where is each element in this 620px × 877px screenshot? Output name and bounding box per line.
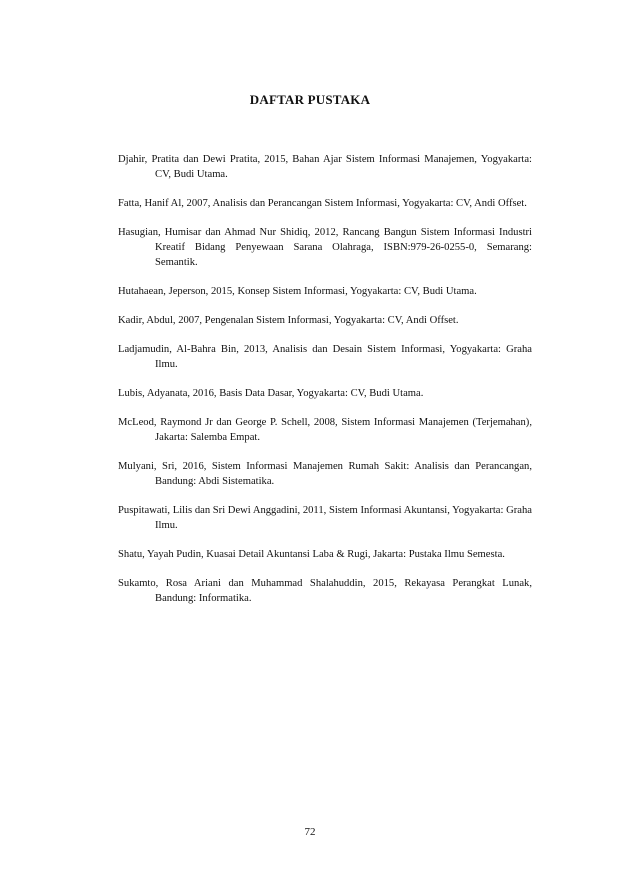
reference-item: Hasugian, Humisar dan Ahmad Nur Shidiq, 2012, Rancang Bangun Sistem Informasi Industri Kreatif Bidang Penyewaan Sarana Olahraga, ISBN:979-26-0255-0, Semarang: Semantik. — [118, 227, 532, 268]
reference-item: McLeod, Raymond Jr dan George P. Schell, 2008, Sistem Informasi Manajemen (Terjemahan), Jakarta: Salemba Empat. — [118, 417, 532, 443]
reference-item: Ladjamudin, Al-Bahra Bin, 2013, Analisis dan Desain Sistem Informasi, Yogyakarta: Graha Ilmu. — [118, 344, 532, 370]
reference-item: Mulyani, Sri, 2016, Sistem Informasi Manajemen Rumah Sakit: Analisis dan Perancangan, Bandung: Abdi Sistematika. — [118, 461, 532, 487]
reference-item: Lubis, Adyanata, 2016, Basis Data Dasar, Yogyakarta: CV, Budi Utama. — [118, 388, 424, 399]
reference-list — [118, 152, 532, 620]
page-title: DAFTAR PUSTAKA — [249, 92, 371, 107]
reference-item: Shatu, Yayah Pudin, Kuasai Detail Akuntansi Laba & Rugi, Jakarta: Pustaka Ilmu Semesta. — [118, 549, 505, 560]
reference-item: Hutahaean, Jeperson, 2015, Konsep Sistem Informasi, Yogyakarta: CV, Budi Utama. — [118, 286, 477, 297]
reference-item: Puspitawati, Lilis dan Sri Dewi Anggadini, 2011, Sistem Informasi Akuntansi, Yogyakarta: Graha Ilmu. — [118, 505, 532, 531]
reference-item: Fatta, Hanif Al, 2007, Analisis dan Perancangan Sistem Informasi, Yogyakarta: CV, Andi Offset. — [118, 198, 527, 209]
reference-item: Sukamto, Rosa Ariani dan Muhammad Shalahuddin, 2015, Rekayasa Perangkat Lunak, Bandung: Informatika. — [118, 578, 532, 604]
reference-item: Kadir, Abdul, 2007, Pengenalan Sistem Informasi, Yogyakarta: CV, Andi Offset. — [118, 315, 459, 326]
page-number: 72 — [304, 826, 316, 838]
reference-item: Djahir, Pratita dan Dewi Pratita, 2015, Bahan Ajar Sistem Informasi Manajemen, Yogyakarta: CV, Budi Utama. — [118, 154, 532, 180]
